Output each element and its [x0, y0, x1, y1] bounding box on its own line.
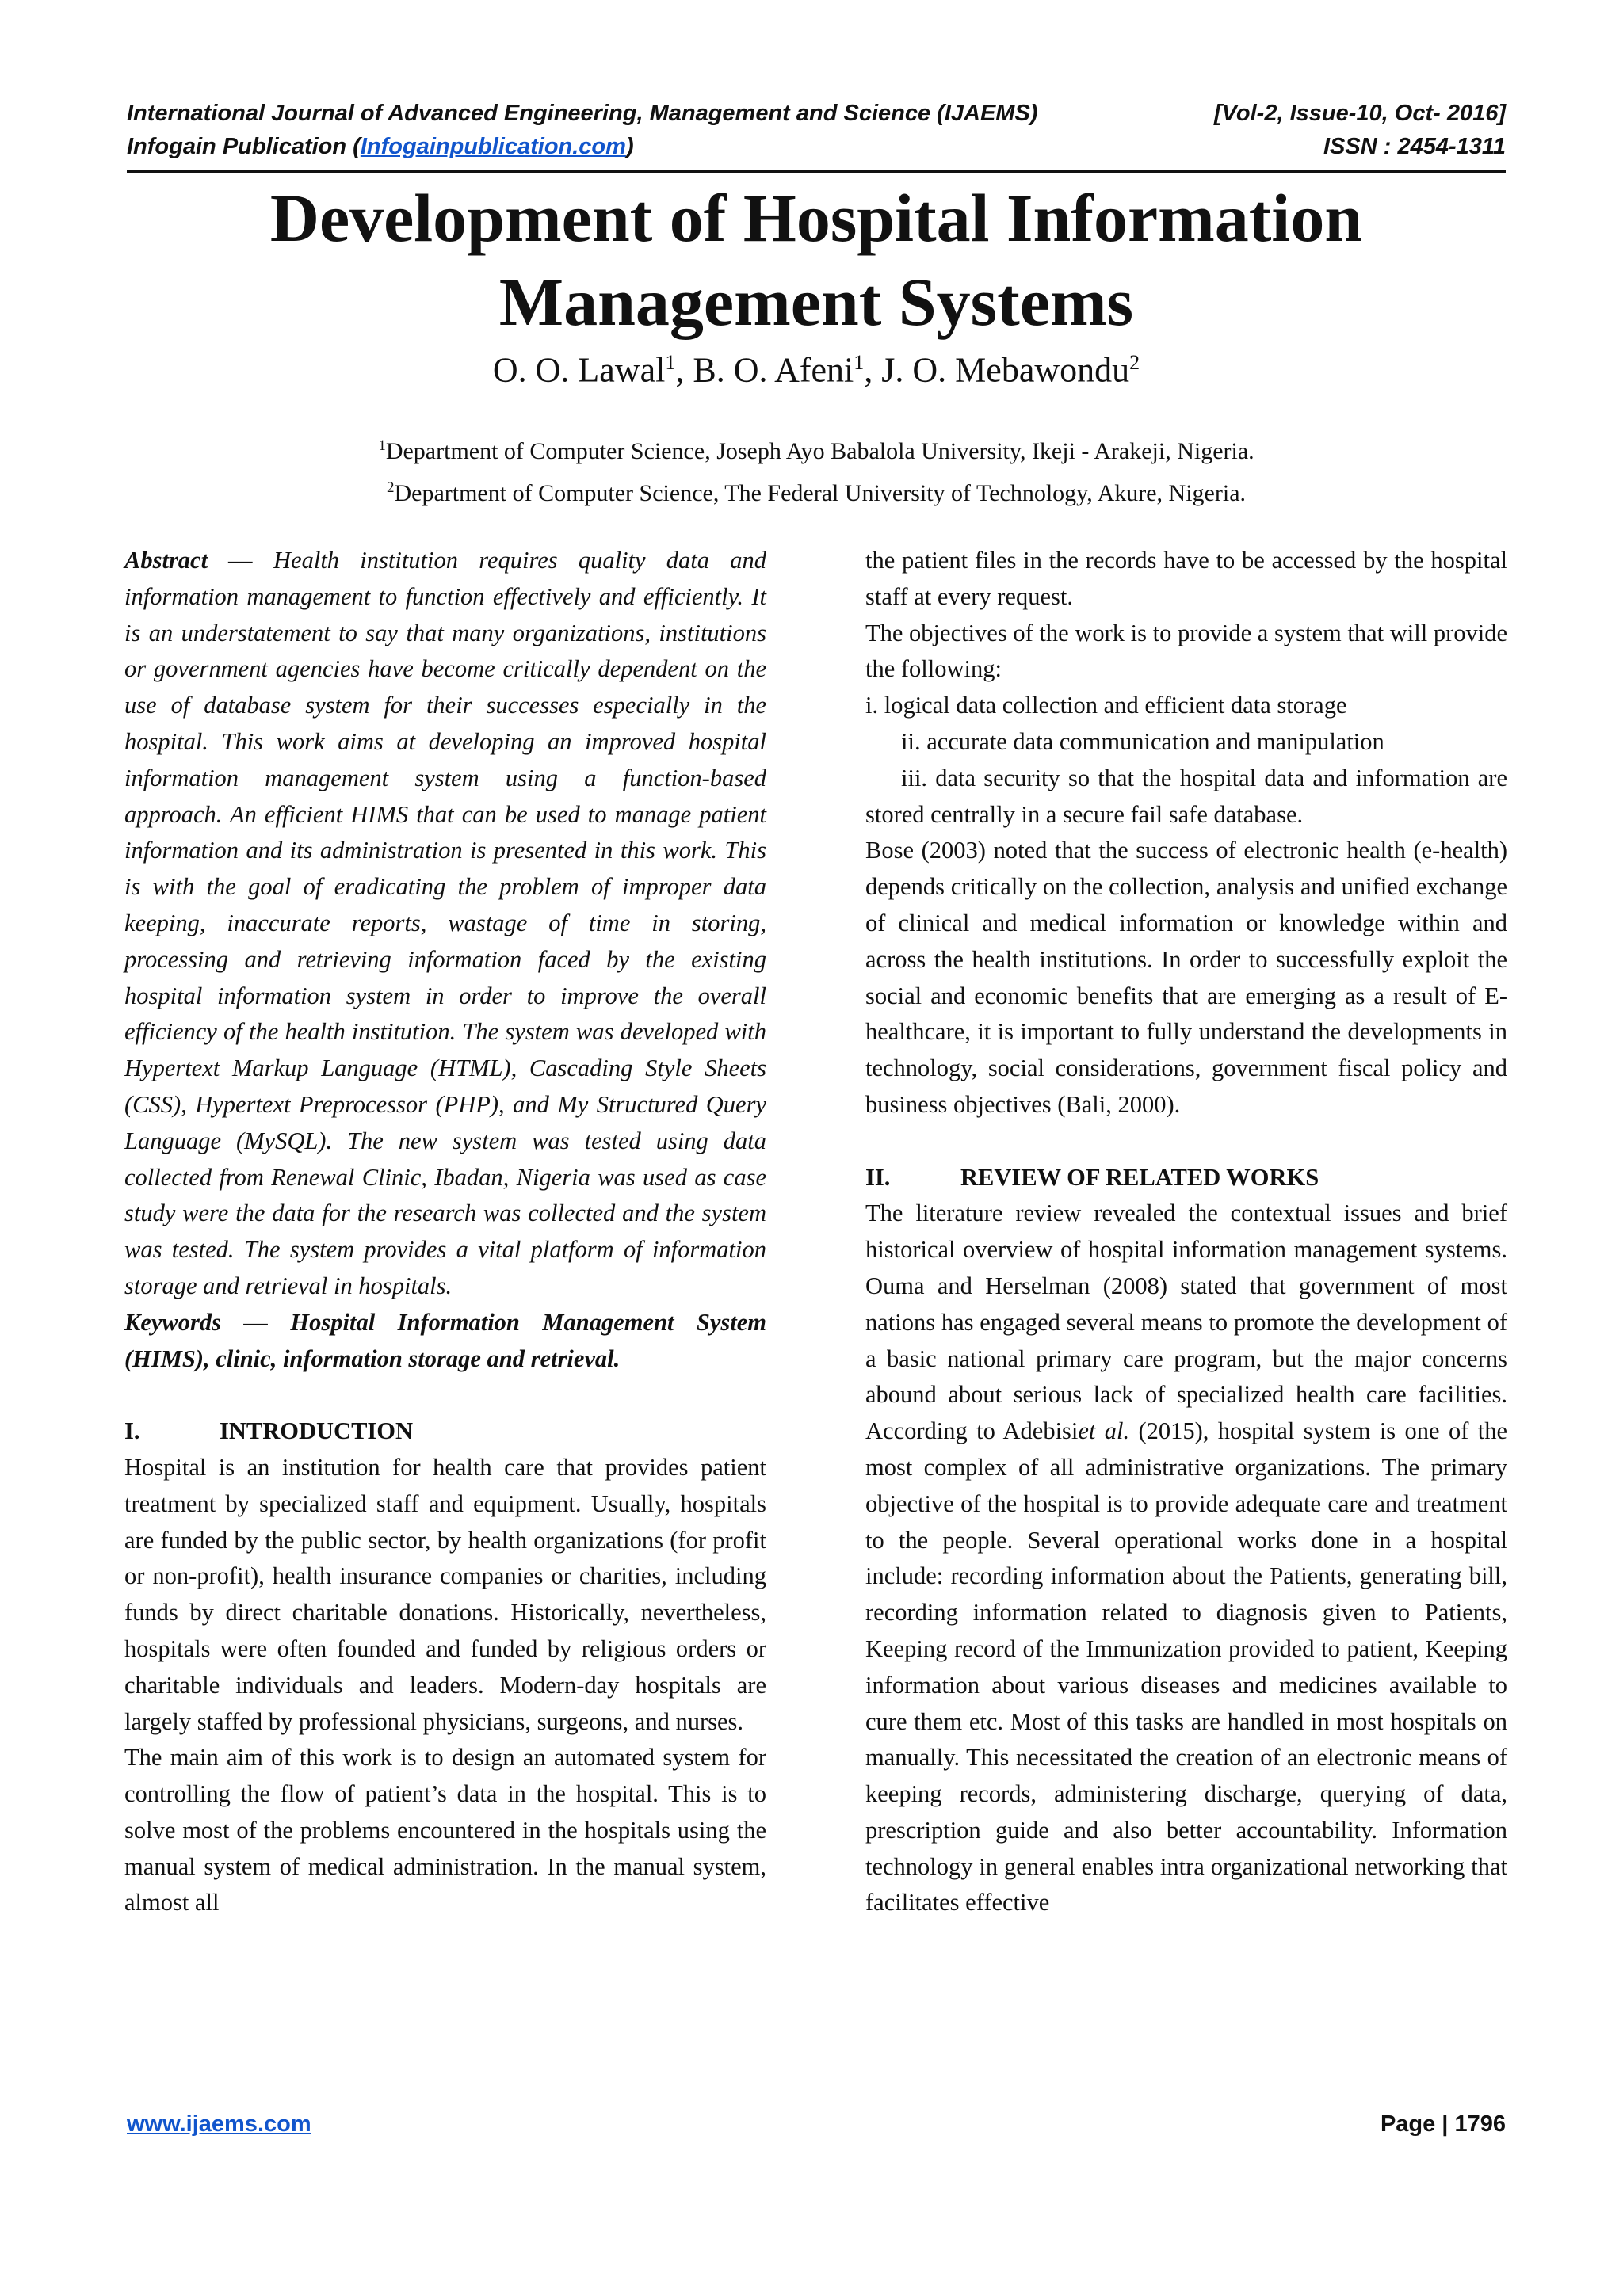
review-paragraph: The literature review revealed the contextual issues and brief historical overview of hospital information management systems. Ouma and Herselman (2008) stated that government of most nations has engaged several means to promote the development of a basic national primary care program, but the major concerns abound about serious lack of specialized health care facilities. According to Adebisiet al. (2015), hospital system is one of the most complex of all administrative organizations. The primary objective of the hospital is to provide adequate care and treatment to the people. Several operational works done in a hospital include: recording information about the Patients, generating bill, recording information related to diagnosis given to Patients, Keeping record of the Immunization provided to patient, Keeping information about various diseases and medicines available to cure them etc. Most of this tasks are handled in most hospitals on manually. This necessitated the creation of an electronic means of keeping records, administering discharge, querying of data, prescription guide and also better accountability. Information technology in general enables intra organizational networking that facilitates effective: [865, 1199, 1507, 1917]
section-heading-review: II. REVIEW OF RELATED WORKS: [865, 1163, 1319, 1191]
objective-item-3: iii. data security so that the hospital data and information are stored centrally in a secure fail safe database.: [865, 764, 1507, 828]
left-column: [124, 543, 766, 1921]
publisher-link[interactable]: Infogainpublication.com: [360, 134, 626, 159]
volume-info: [Vol-2, Issue-10, Oct- 2016]: [1213, 101, 1506, 126]
section-heading-introduction: I. INTRODUCTION: [124, 1417, 414, 1445]
keywords: Keywords — Hospital Information Management System (HIMS), clinic, information storage and retrieval.: [124, 1308, 766, 1372]
journal-name: International Journal of Advanced Engineering, Management and Science (IJAEMS): [127, 101, 1038, 126]
paper-title: Development of Hospital Information Management Systems: [269, 180, 1363, 340]
affiliation-1: $^1$Department of Computer Science, Joseph Ayo Babalola University, Ikeji - Arakeji, Nigeria.: [378, 437, 1254, 464]
right-column: [865, 543, 1507, 1921]
issn: ISSN : 2454-1311: [1323, 134, 1506, 159]
bose-paragraph: Bose (2003) noted that the success of electronic health (e-health) depends critically on the collection, analysis and unified exchange of clinical and medical information or knowledge within and across the health institutions. In order to successfully exploit the social and economic benefits that are emerging as a result of E-healthcare, it is important to fully understand the developments in technology, social considerations, government fiscal policy and business objectives (Bali, 2000).: [865, 837, 1507, 1118]
affiliation-2: $^2$Department of Computer Science, The Federal University of Technology, Akure, Nigeria.: [386, 479, 1247, 506]
page-footer: [127, 2111, 1506, 2138]
header-divider: [127, 170, 1506, 173]
intro-paragraph-1: Hospital is an institution for health care that provides patient treatment by specialized staff and equipment. Usually, hospitals are funded by the public sector, by health organizations (for profit or non-profit), health insurance companies or charities, including funds by direct charitable donations. Historically, nevertheless, hospitals were often founded and funded by religious orders or charitable individuals and leaders. Modern-day hospitals are largely staffed by professional physicians, surgeons, and nurses.: [124, 1453, 766, 1735]
intro-paragraph-2: The main aim of this work is to design an automated system for controlling the flow of patient’s data in the hospital. This is to solve most of the problems encountered in the hospitals using the manual system of medical administration. In the manual system, almost all: [124, 1744, 766, 1917]
footer-url-link[interactable]: www.ijaems.com: [127, 2111, 311, 2137]
objectives-paragraph: The objectives of the work is to provide a system that will provide the following:: [865, 619, 1507, 683]
affiliations: [127, 428, 1506, 512]
intro-paragraph-3: the patient files in the records have to be accessed by the hospital staff at every request.: [865, 547, 1507, 610]
objective-item-1: i. logical data collection and efficient data storage: [865, 692, 1347, 719]
page-number: Page | 1796: [1380, 2111, 1506, 2137]
abstract: Abstract — Health institution requires quality data and information management to function effectively and efficiently. It is an understatement to say that many organizations, institutions or government agencies have become critically dependent on the use of database system for their successes especially in the hospital. This work aims at developing an improved hospital information management system using a function-based approach. An efficient HIMS that can be used to manage patient information and its administration is presented in this work. This is with the goal of eradicating the problem of improper data keeping, inaccurate reports, wastage of time in storing, processing and retrieving information faced by the existing hospital information system in order to improve the overall efficiency of the health institution. The system was developed with Hypertext Markup Language (HTML), Cascading Style Sheets (CSS), Hypertext Preprocessor (PHP), and My Structured Query Language (MySQL). The new system was tested using data collected from Renewal Clinic, Ibadan, Nigeria was used as case study were the data for the research was collected and the system was tested. The system provides a vital platform of information storage and retrieval in hospitals.: [124, 547, 766, 1299]
journal-header: [127, 97, 1506, 163]
objective-item-2: ii. accurate data communication and manipulation: [901, 727, 1384, 755]
authors: O. O. Lawal$^1$, B. O. Afeni$^1$, J. O. Mebawondu$^2$: [492, 350, 1140, 390]
publisher-info: Infogain Publication (Infogainpublication.com): [127, 134, 634, 159]
